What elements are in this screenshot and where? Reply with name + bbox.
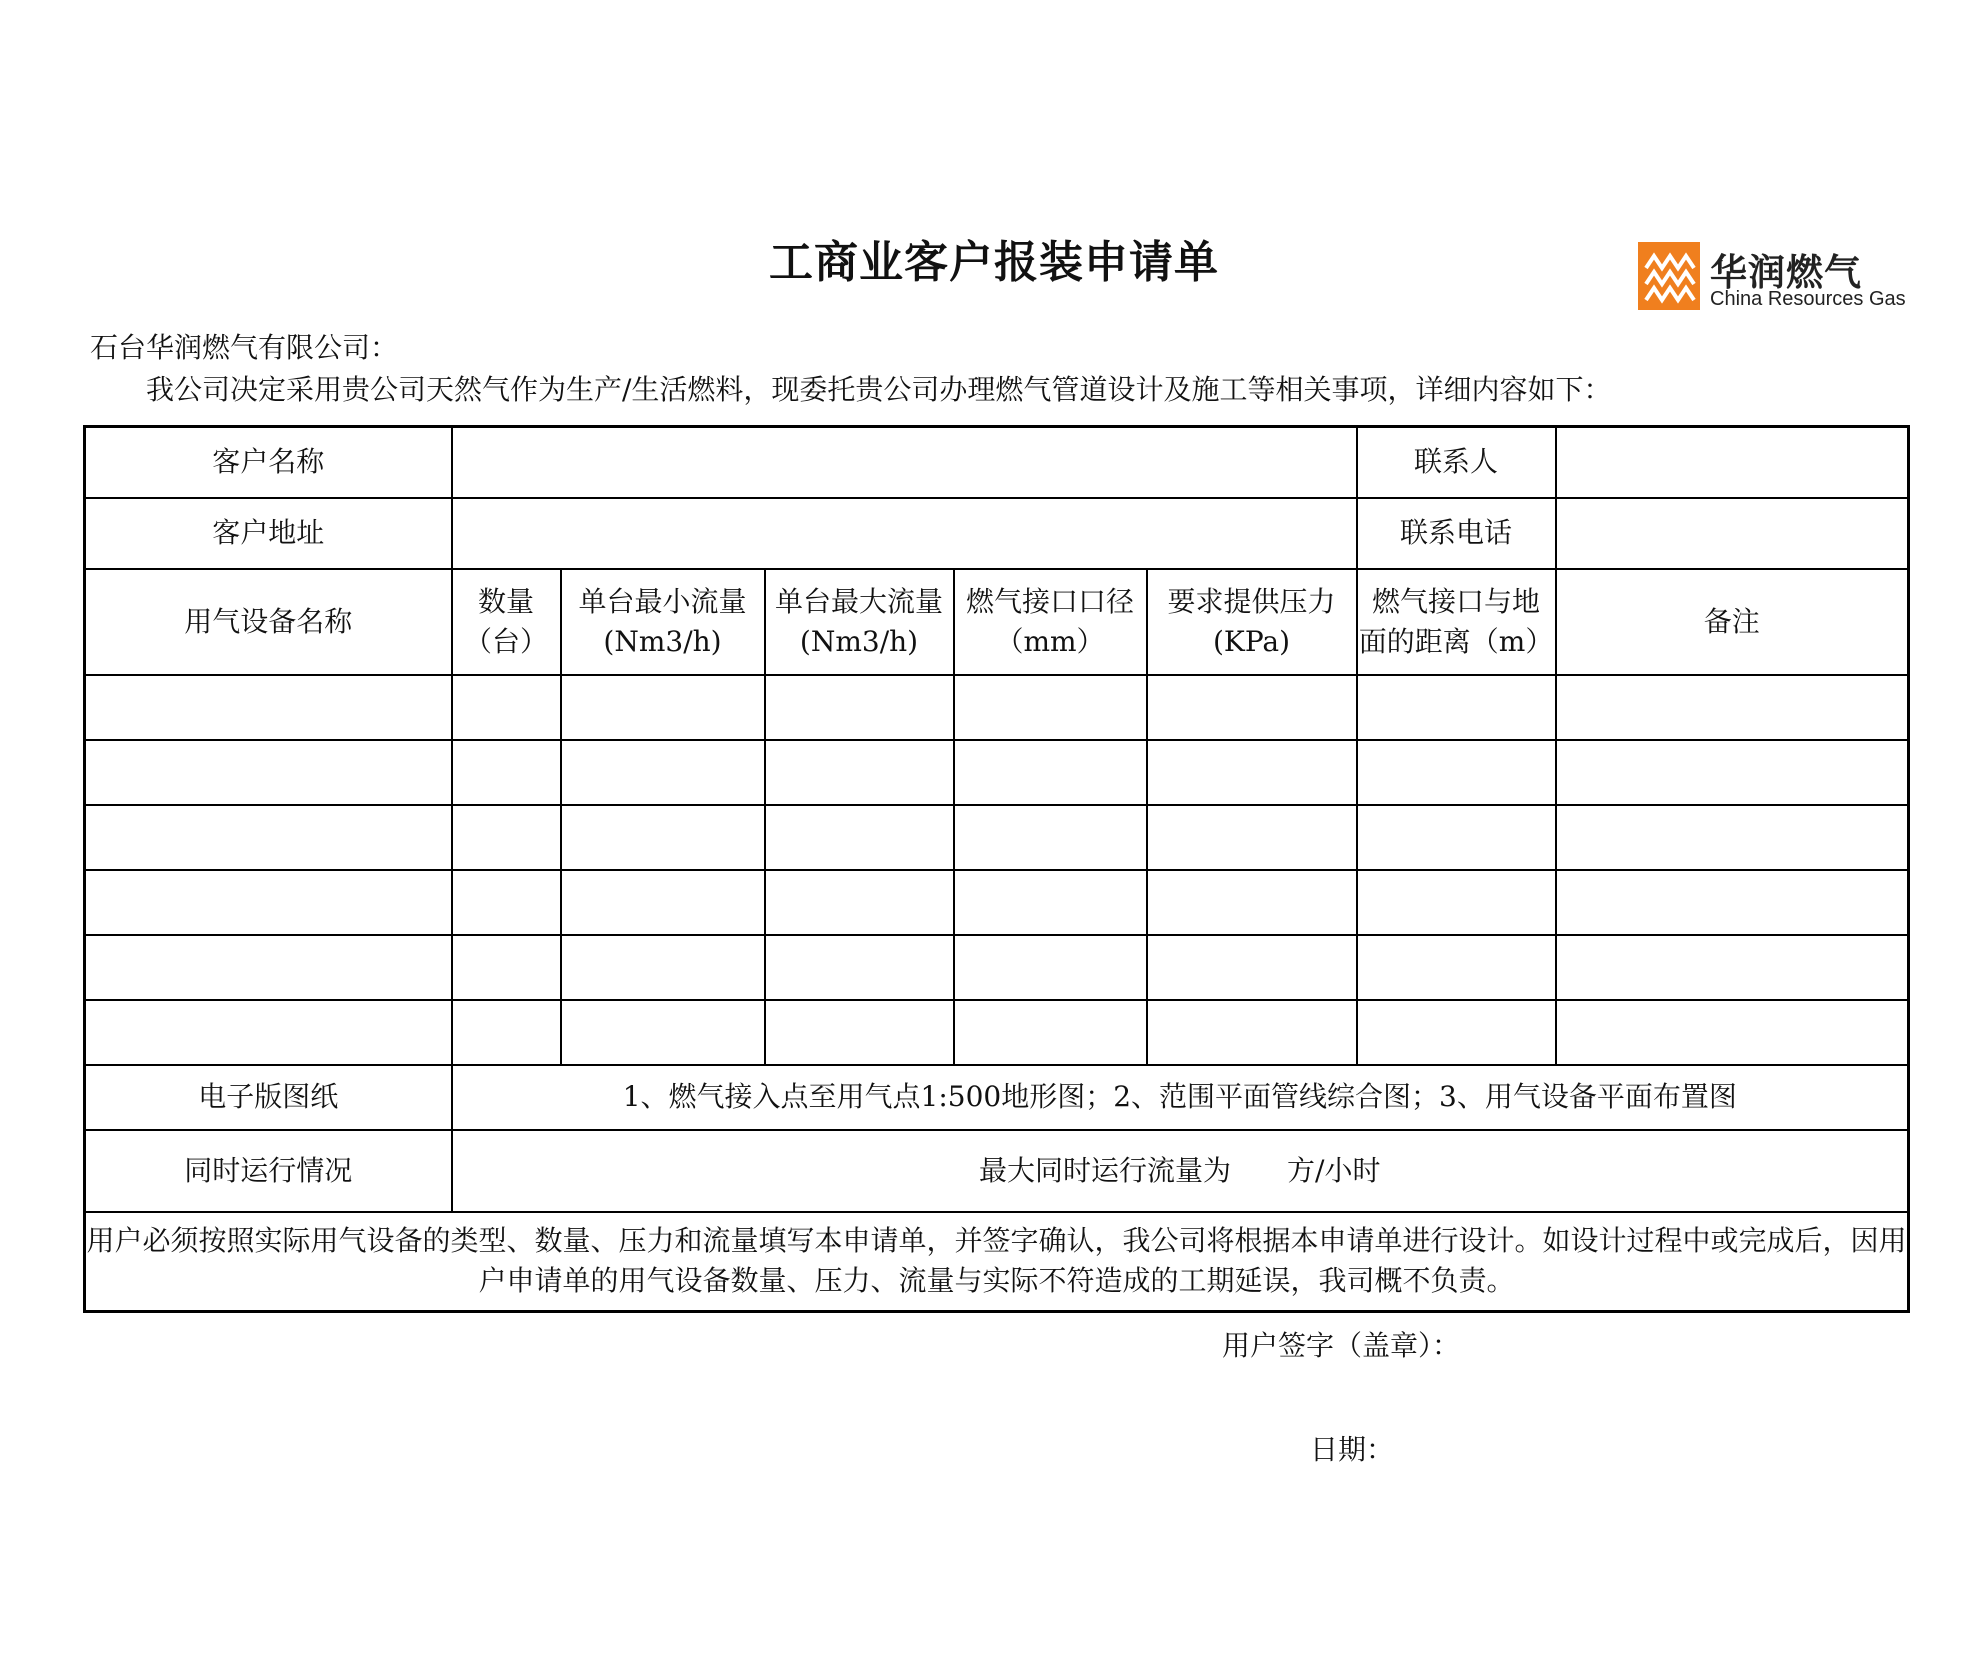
logo-text-en: China Resources Gas xyxy=(1710,288,1906,310)
equipment-cell-distance[interactable] xyxy=(1357,740,1556,805)
header-caliber-line2: （mm） xyxy=(995,624,1105,658)
addressee: 石台华润燃气有限公司： xyxy=(90,331,399,364)
equipment-row xyxy=(85,740,1909,805)
equipment-cell-device[interactable] xyxy=(85,675,452,740)
header-distance-line2: 面的距离（m） xyxy=(1358,624,1554,658)
header-device-name: 用气设备名称 xyxy=(85,569,452,675)
equipment-cell-min-flow[interactable] xyxy=(561,1000,765,1065)
equipment-cell-max-flow[interactable] xyxy=(765,870,954,935)
date-label: 日期： xyxy=(1310,1433,1395,1466)
equipment-cell-quantity[interactable] xyxy=(452,935,561,1000)
equipment-row xyxy=(85,1000,1909,1065)
header-max-flow-line2: (Nm3/h) xyxy=(799,624,919,658)
equipment-cell-remark[interactable] xyxy=(1556,740,1909,805)
equipment-cell-device[interactable] xyxy=(85,870,452,935)
equipment-cell-max-flow[interactable] xyxy=(765,1000,954,1065)
equipment-cell-quantity[interactable] xyxy=(452,740,561,805)
header-min-flow-line2: (Nm3/h) xyxy=(603,624,722,658)
equipment-cell-pressure[interactable] xyxy=(1147,675,1357,740)
header-caliber xyxy=(954,569,1147,675)
application-form-table xyxy=(83,425,1910,1313)
customer-address-row xyxy=(85,498,1909,569)
header-quantity-line2: （台） xyxy=(463,624,548,658)
equipment-cell-device[interactable] xyxy=(85,805,452,870)
equipment-row xyxy=(85,935,1909,1000)
equipment-cell-caliber[interactable] xyxy=(954,740,1147,805)
header-quantity xyxy=(452,569,561,675)
header-min-flow xyxy=(561,569,765,675)
header-max-flow-line1: 单台最大流量 xyxy=(774,584,943,618)
header-max-flow xyxy=(765,569,954,675)
logo-mark-icon xyxy=(1638,242,1700,310)
equipment-cell-caliber[interactable] xyxy=(954,1000,1147,1065)
equipment-cell-remark[interactable] xyxy=(1556,805,1909,870)
equipment-cell-remark[interactable] xyxy=(1556,870,1909,935)
customer-address-field[interactable] xyxy=(452,498,1357,569)
equipment-cell-caliber[interactable] xyxy=(954,935,1147,1000)
equipment-cell-max-flow[interactable] xyxy=(765,675,954,740)
equipment-cell-device[interactable] xyxy=(85,1000,452,1065)
equipment-cell-min-flow[interactable] xyxy=(561,675,765,740)
customer-name-field[interactable] xyxy=(452,427,1357,498)
equipment-cell-pressure[interactable] xyxy=(1147,935,1357,1000)
equipment-cell-distance[interactable] xyxy=(1357,870,1556,935)
equipment-cell-max-flow[interactable] xyxy=(765,740,954,805)
equipment-row xyxy=(85,870,1909,935)
equipment-cell-pressure[interactable] xyxy=(1147,805,1357,870)
header-caliber-line1: 燃气接口口径 xyxy=(965,584,1134,618)
header-pressure xyxy=(1147,569,1357,675)
drawings-label: 电子版图纸 xyxy=(85,1065,452,1130)
equipment-cell-min-flow[interactable] xyxy=(561,935,765,1000)
header-remark: 备注 xyxy=(1556,569,1909,675)
header-quantity-line1: 数量 xyxy=(477,584,534,618)
notice-row xyxy=(85,1212,1909,1312)
equipment-cell-pressure[interactable] xyxy=(1147,1000,1357,1065)
simultaneous-value[interactable]: 最大同时运行流量为 方/小时 xyxy=(452,1130,1909,1212)
equipment-cell-quantity[interactable] xyxy=(452,870,561,935)
equipment-cell-pressure[interactable] xyxy=(1147,870,1357,935)
equipment-cell-caliber[interactable] xyxy=(954,870,1147,935)
equipment-cell-max-flow[interactable] xyxy=(765,935,954,1000)
customer-name-row xyxy=(85,427,1909,498)
equipment-cell-quantity[interactable] xyxy=(452,675,561,740)
equipment-cell-distance[interactable] xyxy=(1357,1000,1556,1065)
simultaneous-label: 同时运行情况 xyxy=(85,1130,452,1212)
customer-address-label: 客户地址 xyxy=(85,498,452,569)
equipment-cell-remark[interactable] xyxy=(1556,1000,1909,1065)
drawings-value: 1、燃气接入点至用气点1:500地形图；2、范围平面管线综合图；3、用气设备平面布置图 xyxy=(452,1065,1909,1130)
equipment-cell-max-flow[interactable] xyxy=(765,805,954,870)
equipment-cell-device[interactable] xyxy=(85,935,452,1000)
header-distance-line1: 燃气接口与地 xyxy=(1372,584,1541,618)
equipment-cell-min-flow[interactable] xyxy=(561,870,765,935)
contact-label: 联系人 xyxy=(1357,427,1556,498)
equipment-cell-caliber[interactable] xyxy=(954,675,1147,740)
company-logo xyxy=(1638,242,1906,332)
header-min-flow-line1: 单台最小流量 xyxy=(578,584,747,618)
logo-text-cn: 华润燃气 xyxy=(1710,251,1862,294)
drawings-row xyxy=(85,1065,1909,1130)
equipment-cell-caliber[interactable] xyxy=(954,805,1147,870)
equipment-cell-min-flow[interactable] xyxy=(561,740,765,805)
equipment-cell-distance[interactable] xyxy=(1357,805,1556,870)
equipment-row xyxy=(85,805,1909,870)
equipment-cell-pressure[interactable] xyxy=(1147,740,1357,805)
contact-field[interactable] xyxy=(1556,427,1909,498)
equipment-cell-distance[interactable] xyxy=(1357,675,1556,740)
equipment-cell-remark[interactable] xyxy=(1556,935,1909,1000)
phone-label: 联系电话 xyxy=(1357,498,1556,569)
header-pressure-line2: (KPa) xyxy=(1213,624,1291,658)
intro-text: 我公司决定采用贵公司天然气作为生产/生活燃料，现委托贵公司办理燃气管道设计及施工等相关事项，详细内容如下： xyxy=(146,373,1612,406)
equipment-cell-quantity[interactable] xyxy=(452,1000,561,1065)
equipment-rows xyxy=(85,675,1909,1065)
customer-name-label: 客户名称 xyxy=(85,427,452,498)
equipment-cell-quantity[interactable] xyxy=(452,805,561,870)
equipment-row xyxy=(85,675,1909,740)
simultaneous-row xyxy=(85,1130,1909,1212)
notice-text: 用户必须按照实际用气设备的类型、数量、压力和流量填写本申请单，并签字确认，我公司将根据本申请单进行设计。如设计过程中或完成后，因用户申请单的用气设备数量、压力、流量与实际不符造成的工期延误，我司概不负责。 xyxy=(85,1212,1909,1312)
header-distance xyxy=(1357,569,1556,675)
equipment-cell-device[interactable] xyxy=(85,740,452,805)
equipment-cell-distance[interactable] xyxy=(1357,935,1556,1000)
header-pressure-line1: 要求提供压力 xyxy=(1167,584,1336,618)
signature-label: 用户签字（盖章）： xyxy=(1222,1329,1461,1362)
form-title: 工商业客户报装申请单 xyxy=(769,237,1219,288)
phone-field[interactable] xyxy=(1556,498,1909,569)
equipment-cell-min-flow[interactable] xyxy=(561,805,765,870)
equipment-cell-remark[interactable] xyxy=(1556,675,1909,740)
equipment-header-row xyxy=(85,569,1909,675)
